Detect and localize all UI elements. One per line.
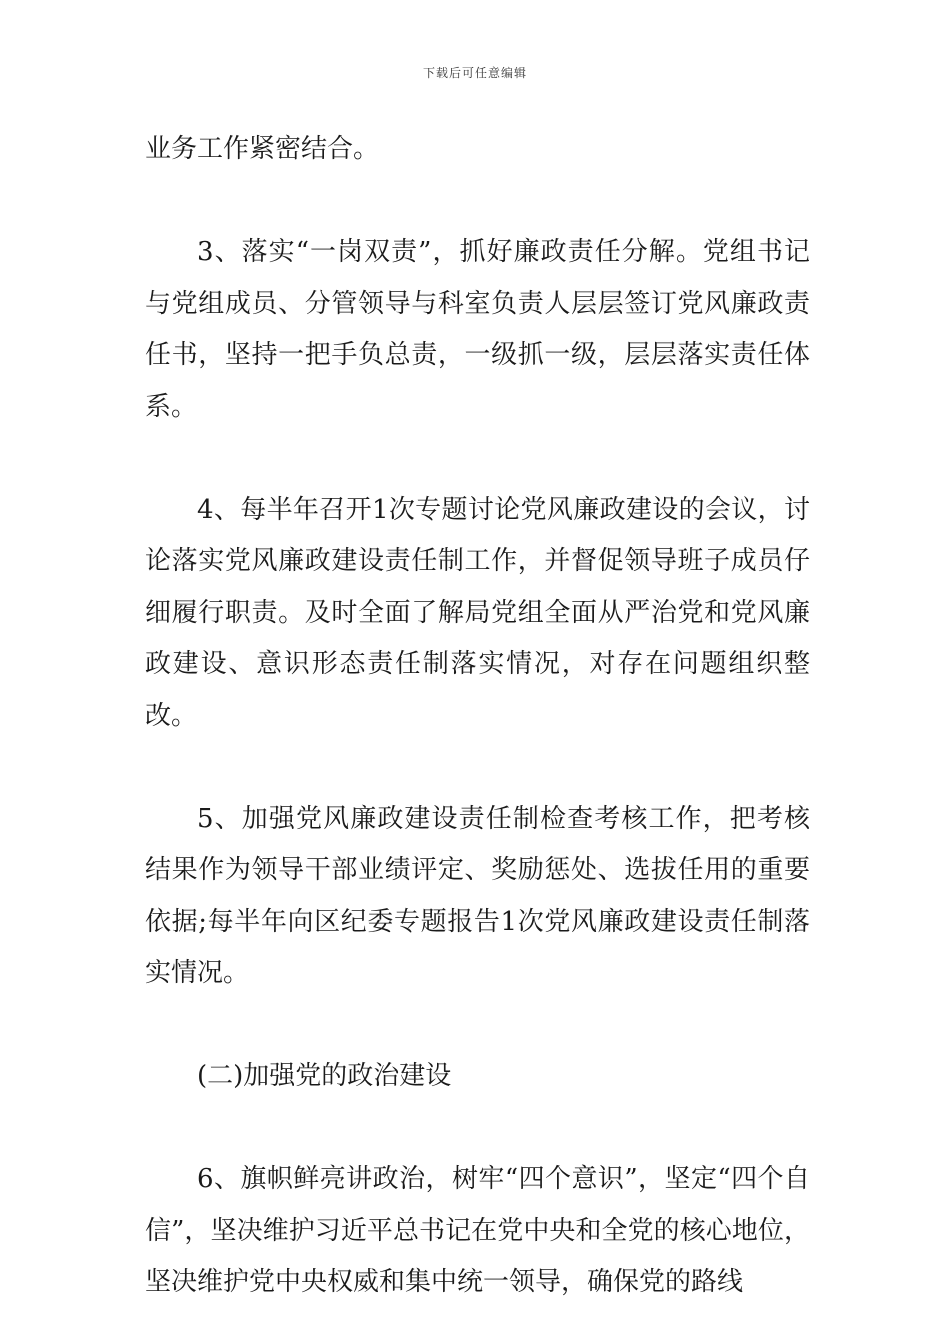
paragraph-item-5: 5、加强党风廉政建设责任制检查考核工作，把考核结果作为领导干部业绩评定、奖励惩处、选拔任用的重要依据;每半年向区纪委专题报告1次党风廉政建设责任制落实情况。 xyxy=(145,803,810,988)
paragraph-gap xyxy=(145,1000,810,1052)
paragraph-item-3: 3、落实“一岗双责”，抓好廉政责任分解。党组书记与党组成员、分管领导与科室负责人层层签订党风廉政责任书，坚持一把手负总责，一级抓一级，层层落实责任体系。 xyxy=(145,237,810,422)
paragraph-continuation: 业务工作紧密结合。 xyxy=(145,134,380,164)
paragraph-gap xyxy=(145,1103,810,1155)
paragraph-gap xyxy=(145,176,810,228)
paragraph-item-6: 6、旗帜鲜亮讲政治，树牢“四个意识”，坚定“四个自信”，坚决维护习近平总书记在党中央和全党的核心地位，坚决维护党中央权威和集中统一领导，确保党的路线 xyxy=(145,1164,810,1297)
document-body xyxy=(145,124,810,1309)
paragraph-gap xyxy=(145,742,810,794)
paragraph-gap xyxy=(145,433,810,485)
section-heading: (二)加强党的政治建设 xyxy=(197,1061,452,1091)
paragraph-item-4: 4、每半年召开1次专题讨论党风廉政建设的会议，讨论落实党风廉政建设责任制工作，并督促领导班子成员仔细履行职责。及时全面了解局党组全面从严治党和党风廉政建设、意识形态责任制落实情况，对存在问题组织整改。 xyxy=(145,494,810,731)
page-header: 下载后可任意编辑 xyxy=(422,66,527,80)
